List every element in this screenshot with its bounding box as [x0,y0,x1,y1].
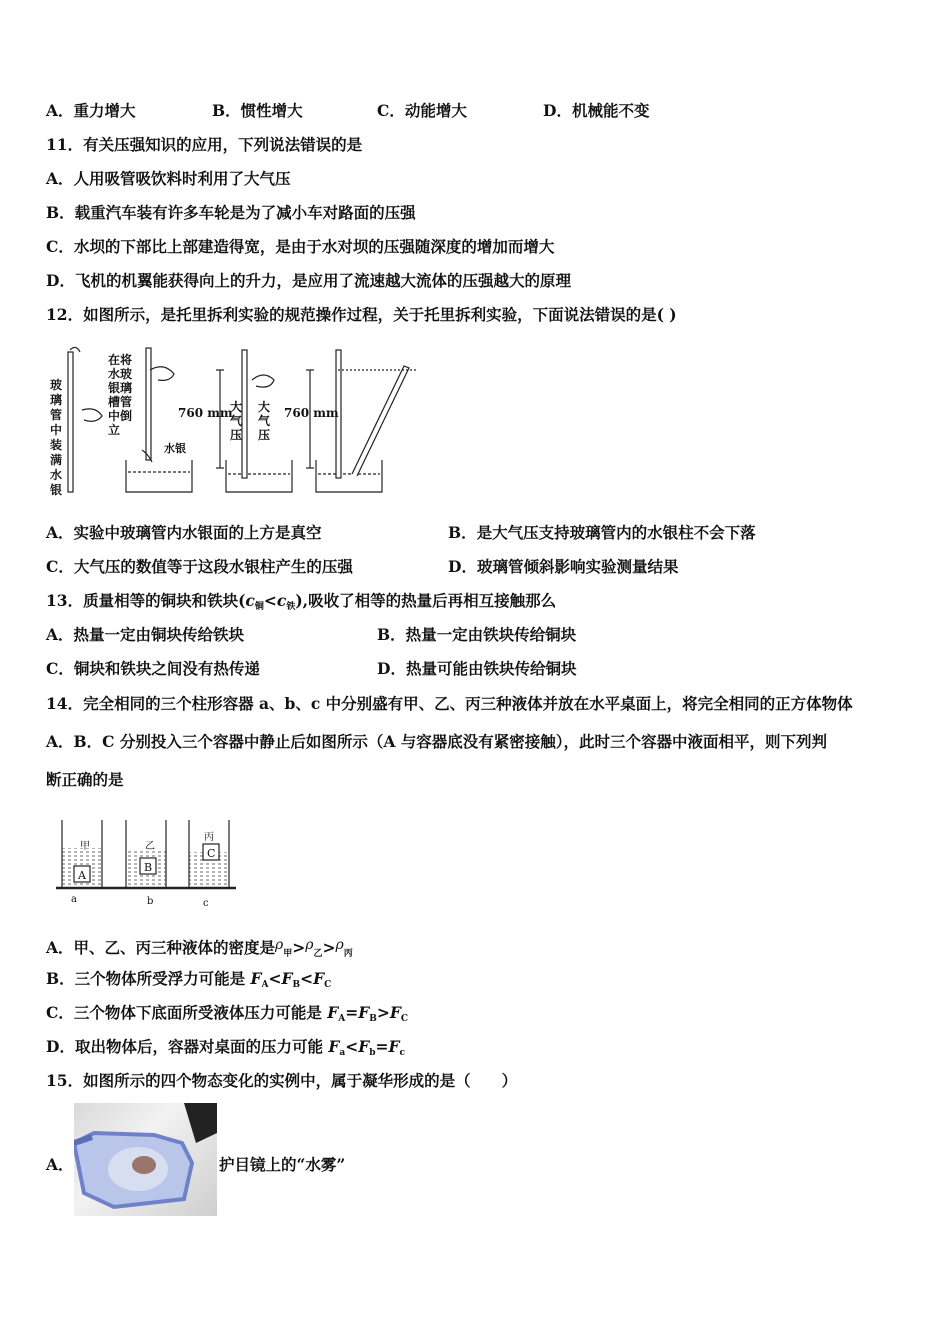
q14-option-a: A．甲、乙、丙三种液体的密度是$\rho_甲>\rho_乙>\rho_丙$ [46,937,353,959]
q14-stem-line2: A．B．C 分别投入三个容器中静止后如图所示（A 与容器底没有紧密接触），此时三个容器中液面相平，则下列判 [46,732,828,751]
fig-liquid-b: 乙 [145,841,155,852]
fig-block-b: B [144,861,153,874]
q13-option-b: B．热量一定由铁块传给铜块 [377,625,577,644]
fig-cont-a: a [71,894,77,905]
q12-stem: 12．如图所示，是托里拆利实验的规范操作过程，关于托里拆利实验，下面说法错误的是( ) [46,305,677,324]
q13-option-c: C．铜块和铁块之间没有热传递 [46,659,260,678]
q13-stem: 13．质量相等的铜块和铁块$(c_铜<c_铁)$,吸收了相等的热量后再相互接触那么 [46,591,557,612]
q14-option-b: B．三个物体所受浮力可能是 $F_A<F_B<F_C$ [46,969,332,990]
q12-option-a: A．实验中玻璃管内水银面的上方是真空 [46,523,322,542]
fig-block-c: C [207,847,216,860]
q14-option-d: D．取出物体后，容器对桌面的压力可能 $F_a<F_b=F_c$ [46,1037,406,1058]
q13-option-a: A．热量一定由铜块传给铁块 [46,625,245,644]
q12-option-b: B．是大气压支持玻璃管内的水银柱不会下落 [448,523,756,542]
fig-label-pressure-2: 大气压 [258,400,271,442]
fig-liquid-a: 甲 [80,841,90,852]
q15-option-a-label: A． [46,1155,74,1174]
q14-stem-line1: 14．完全相同的三个柱形容器 a、b、c 中分别盛有甲、乙、丙三种液体并放在水平桌面上，将完全相同的正方体物体 [46,694,853,713]
fig-label-760-1: 760 mm [178,406,233,420]
q11-option-a: A．人用吸管吸饮料时利用了大气压 [46,169,291,188]
q15-stem: 15．如图所示的四个物态变化的实例中，属于凝华形成的是（ ） [46,1071,518,1090]
q12-option-d: D．玻璃管倾斜影响实验测量结果 [448,557,679,576]
q10-option-b: B．惯性增大 [212,101,303,120]
fig-cont-b: b [147,896,154,907]
q12-option-c: C．大气压的数值等于这段水银柱产生的压强 [46,557,353,576]
q11-stem: 11．有关压强知识的应用，下列说法错误的是 [46,135,363,154]
q13-option-d: D．热量可能由铁块传给铜块 [377,659,577,678]
q14-option-c: C．三个物体下底面所受液体压力可能是 $F_A=F_B>F_C$ [46,1003,409,1024]
fig-label-fill: 玻璃管中装满水银 [50,378,63,497]
q11-option-c: C．水坝的下部比上部建造得宽，是由于水对坝的压强随深度的增加而增大 [46,237,555,256]
q14-stem-line3: 断正确的是 [46,770,124,789]
q11-option-d: D．飞机的机翼能获得向上的升力，是应用了流速越大流体的压强越大的原理 [46,271,571,290]
q10-option-d: D．机械能不变 [543,101,650,120]
q11-option-b: B．载重汽车装有许多车轮是为了减小车对路面的压强 [46,203,416,222]
fig-label-760-2: 760 mm [284,406,339,420]
fig-label-mercury: 水银 [164,442,186,455]
fig-label-pressure-1: 大气压 [230,400,243,442]
fig-liquid-c: 丙 [204,832,214,843]
q10-option-c: C．动能增大 [377,101,467,120]
goggles-photo [74,1103,217,1216]
fig-label-invert: 在将水玻银璃槽管中倒立 [108,353,133,437]
fig-cont-c: c [203,898,209,909]
q10-option-a: A．重力增大 [46,101,136,120]
fig-block-a: A [78,869,86,882]
q15-option-a-text: 护目镜上的“水雾” [219,1155,346,1174]
